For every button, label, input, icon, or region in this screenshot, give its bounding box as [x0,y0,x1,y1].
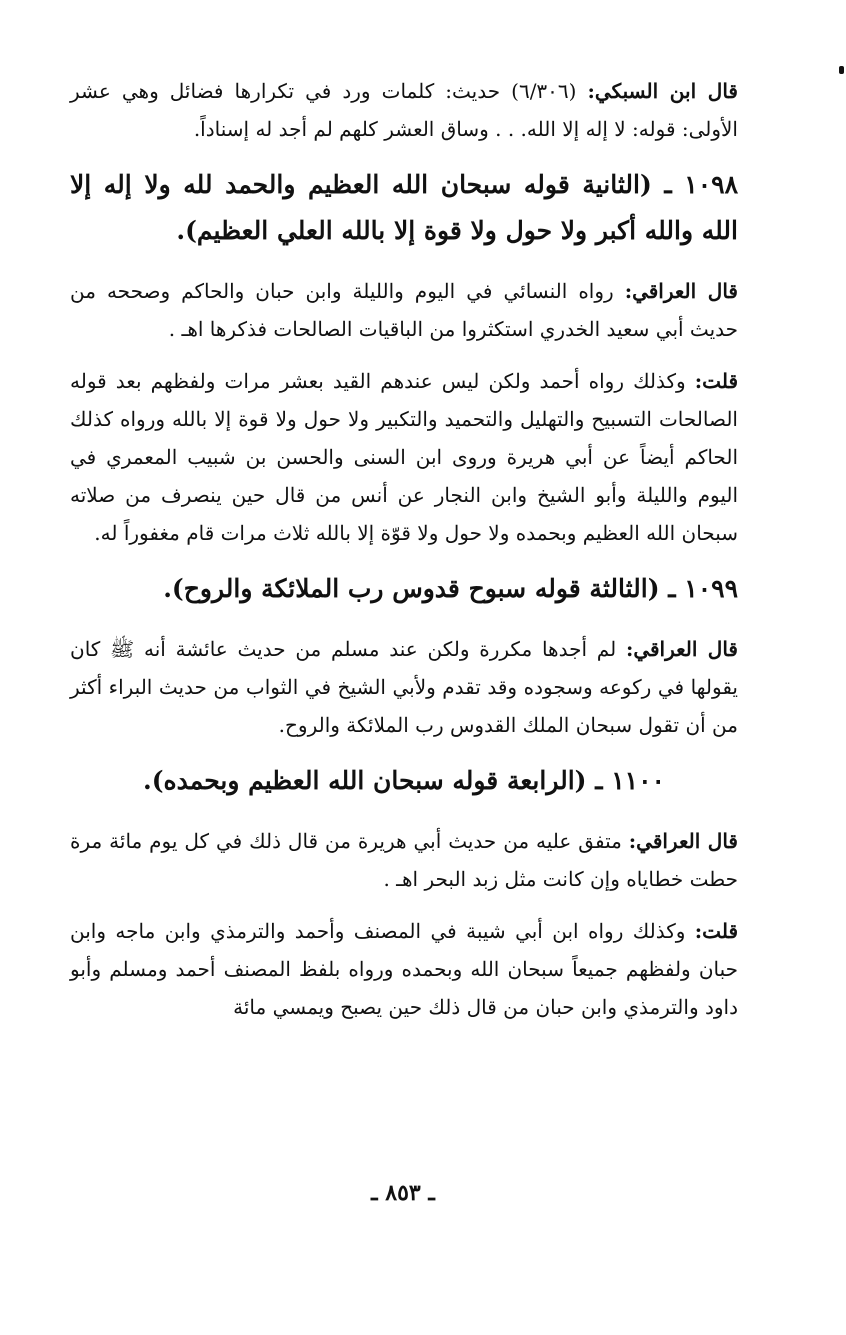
heading-1099 [70,566,738,612]
paragraph-iraqi-1 [70,272,738,348]
heading-number: ١٠٩٩ ـ [668,574,738,603]
paragraph-text: وكذلك رواه ابن أبي شيبة في المصنف وأحمد والترمذي وابن ماجه وابن حبان ولفظهم جميعاً سبحان الله وبحمده ورواه بلفظ المصنف أحمد ومسلم وأبو داود والترمذي وابن حبان من قال ذلك حين يصبح ويمسي مائة [70,919,738,1019]
speaker-label: قلت: [694,919,738,943]
paragraph-text: (٦/٣٠٦) حديث: كلمات ورد في تكرارها فضائل وهي عشر الأولى: قوله: لا إله إلا الله. . . وساق العشر كلهم لم أجد له إسناداً. [70,79,738,141]
heading-number: ١٠٩٨ ـ [664,170,738,199]
page-body [70,72,738,1040]
paragraph-iraqi-3 [70,822,738,898]
speaker-label: قال العراقي: [628,829,738,853]
paragraph-text: لم أجدها مكررة ولكن عند مسلم من حديث عائشة أنه ﷺ كان يقولها في ركوعه وسجوده وقد تقدم ولأبي الشيخ في الثواب من حديث البراء أكثر من أن تقول سبحان الملك القدوس رب الملائكة والروح. [70,637,738,737]
speaker-label: قال ابن السبكي: [587,79,738,103]
heading-number: ١١٠٠ ـ [595,766,665,795]
page-number: ـ ٨٥٣ ـ [371,1180,435,1206]
paragraph-text: وكذلك رواه أحمد ولكن ليس عندهم القيد بعشر مرات ولفظهم بعد قوله الصالحات التسبيح والتهليل والتحميد والتكبير ولا حول ولا قوة إلا بالله ورواه كذلك الحاكم أيضاً عن أبي هريرة وروى ابن السنى والحسن بن شبيب المعمري في اليوم والليلة وأبو الشيخ وابن النجار عن أنس من قال حين ينصرف من صلاته سبحان الله العظيم وبحمده ولا حول ولا قوّة إلا بالله ثلاث مرات قام مغفوراً له. [70,369,738,545]
paragraph-subki [70,72,738,148]
heading-1098 [70,162,738,254]
paragraph-qultu-2 [70,912,738,1026]
paragraph-qultu-1 [70,362,738,552]
paragraph-iraqi-2 [70,630,738,744]
heading-text: (الثانية قوله سبحان الله العظيم والحمد لله ولا إله إلا الله والله أكبر ولا حول ولا قوة إلا بالله العلي العظيم). [70,170,738,245]
speaker-label: قلت: [694,369,738,393]
speaker-label: قال العراقي: [624,279,738,303]
scan-mark [839,66,844,74]
speaker-label: قال العراقي: [625,637,738,661]
heading-text: (الثالثة قوله سبوح قدوس رب الملائكة والروح). [163,574,669,603]
heading-text: (الرابعة قوله سبحان الله العظيم وبحمده). [143,766,596,795]
paragraph-text: رواه النسائي في اليوم والليلة وابن حبان والحاكم وصححه من حديث أبي سعيد الخدري استكثروا من الباقيات الصالحات فذكرها اهـ . [70,279,738,341]
paragraph-text: متفق عليه من حديث أبي هريرة من قال ذلك في كل يوم مائة مرة حطت خطاياه وإن كانت مثل زبد البحر اهـ . [70,829,738,891]
heading-1100 [70,758,738,804]
